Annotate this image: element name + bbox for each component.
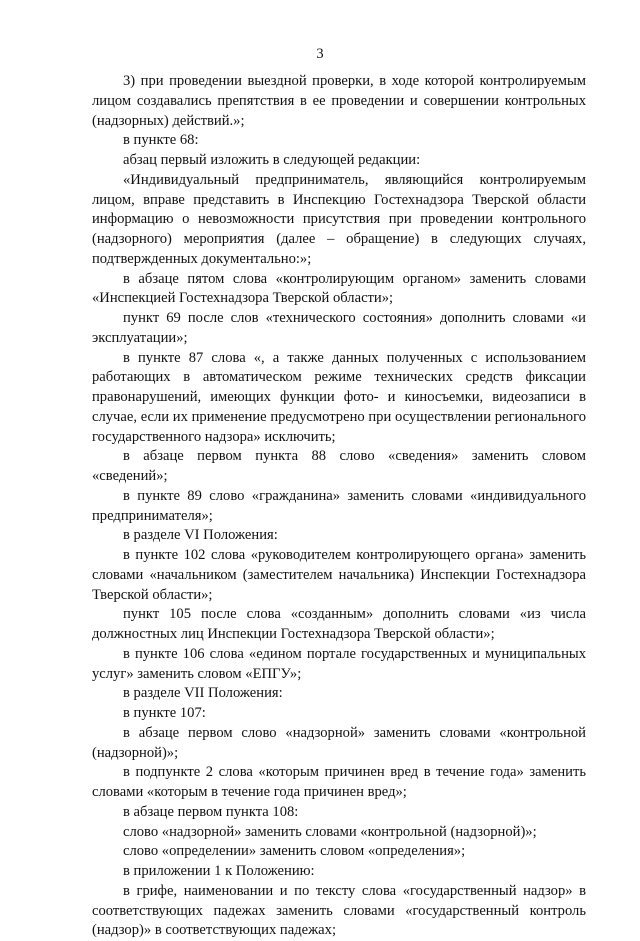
paragraph: пункт 105 после слова «созданным» дополнить словами «из числа должностных лиц Инспекции Гостехнадзора Тверской области»; [92,606,586,642]
paragraph: пункт 69 после слов «технического состояния» дополнить словами «и эксплуатации»; [92,310,586,346]
paragraph: в приложении 1 к Положению: [123,863,315,879]
paragraph: в абзаце пятом слова «контролирующим органом» заменить словами «Инспекцией Гостехнадзора Тверской области»; [92,270,586,307]
paragraph: в абзаце первом пункта 108: [123,803,299,820]
paragraph: в подпункте 2 слова «которым причинен вред в течение года» заменить словами «которым в течение года причинен вред»; [92,764,586,800]
paragraph: в разделе VI Положения: [123,527,278,544]
paragraph: в пункте 107: [123,705,206,721]
paragraph: абзац первый изложить в следующей редакции: [123,152,421,168]
page-number: 3 [316,46,324,62]
paragraph: в разделе VII Положения: [123,685,283,702]
paragraph: в пункте 106 слова «едином портале государственных и муниципальных услуг» заменить словом «ЕПГУ»; [92,645,586,682]
document-body [92,72,586,941]
paragraph: в грифе, наименовании и по тексту слова «государственный надзор» в соответствующих падежах заменить словами «государственный контроль (надзор)» в соответствующих падежах; [92,882,586,939]
paragraph: «Индивидуальный предприниматель, являющийся контролируемым лицом, вправе представить в Инспекцию Гостехнадзора Тверской области информацию о невозможности присутствия при проведении контрольного (надзорного) мероприятия (далее – обращение) в следующих случаях, подтвержденных документально:»; [92,171,586,267]
paragraph: в пункте 68: [123,132,199,149]
paragraph: слово «определении» заменить словом «определения»; [123,843,466,860]
paragraph: в пункте 102 слова «руководителем контролирующего органа» заменить словами «начальником (заместителем начальника) Инспекции Гостехнадзора Тверской области»; [92,547,586,603]
paragraph: слово «надзорной» заменить словами «контрольной (надзорной)»; [123,823,537,840]
paragraph: в пункте 87 слова «, а также данных полученных с использованием работающих в автоматическом режиме технических средств фиксации правонарушений, имеющих функции фото- и киносъемки, видеозаписи в случае, если их применение предусмотрено при осуществлении регионального государственного надзора» исключить; [92,349,586,445]
paragraph: 3) при проведении выездной проверки, в ходе которой контролируемым лицом создавались препятствия в ее проведении и совершении контрольных (надзорных) действий.»; [92,73,586,129]
paragraph: в абзаце первом слово «надзорной» заменить словами «контрольной (надзорной)»; [92,724,586,761]
paragraph: в пункте 89 слово «гражданина» заменить словами «индивидуального предпринимателя»; [92,487,586,524]
paragraph: в абзаце первом пункта 88 слово «сведения» заменить словом «сведений»; [92,448,586,484]
